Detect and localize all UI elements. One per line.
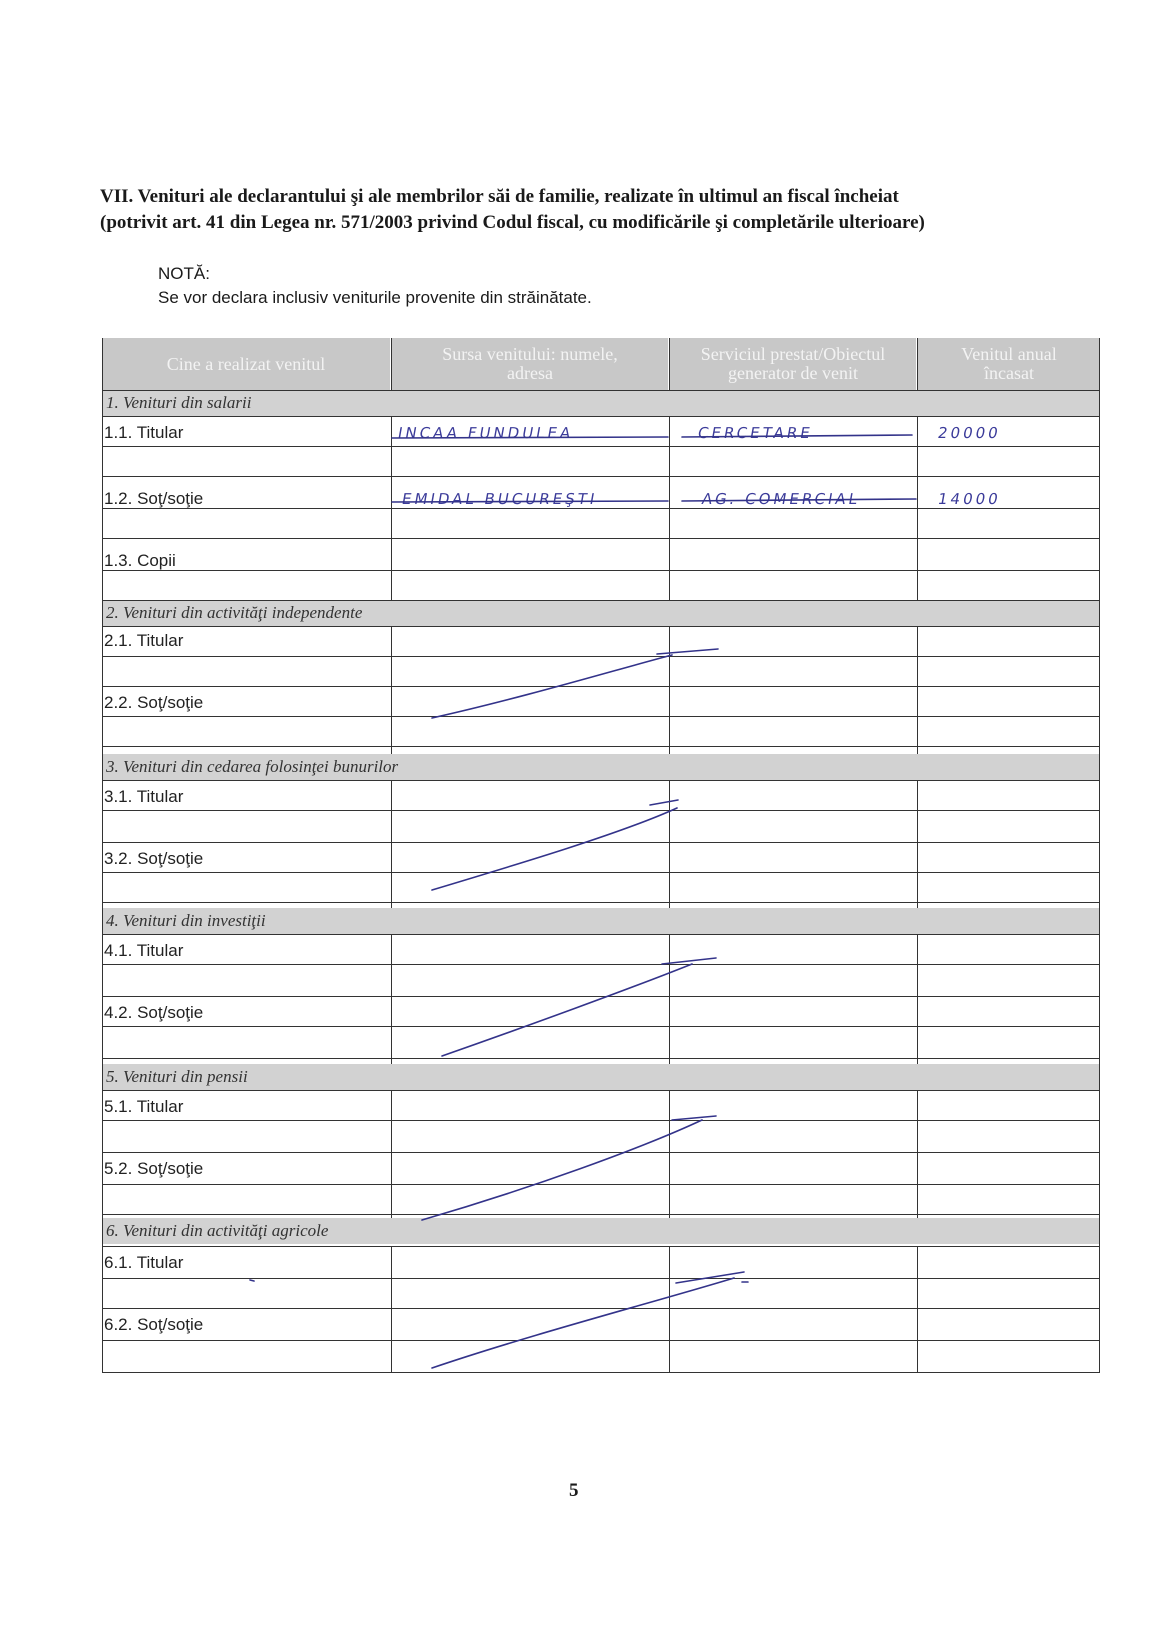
note-label: NOTĂ: (158, 264, 210, 283)
section-investments: 4. Venituri din investiţii (102, 908, 1100, 934)
handwritten-service-1-2: AG. COMERCIAL (700, 490, 862, 508)
row-label-6-2: 6.2. Soţ/soţie (104, 1315, 204, 1334)
handwritten-strokes (102, 338, 1100, 1446)
row-label-5-1: 5.1. Titular (104, 1097, 184, 1116)
heading-line-1: VII. Venituri ale declarantului şi ale membrilor săi de familie, realizate în ultimul an fiscal încheiat (100, 186, 899, 207)
row-label-4-2: 4.2. Soţ/soţie (104, 1003, 204, 1022)
handwritten-amount-1-2: 14000 (936, 490, 1003, 508)
handwritten-source-1-1: INCAA FUNDULEA (396, 424, 575, 442)
section-salaries: 1. Venituri din salarii (102, 390, 1100, 416)
header-service: Serviciul prestat/Obiectul generator de venit (670, 338, 916, 390)
row-label-2-2: 2.2. Soţ/soţie (104, 693, 204, 712)
row-label-4-1: 4.1. Titular (104, 941, 184, 960)
header-source: Sursa venitului: numele, adresa (392, 338, 668, 390)
row-label-1-1: 1.1. Titular (104, 423, 184, 442)
row-label-1-3: 1.3. Copii (104, 551, 176, 570)
section-pensions: 5. Venituri din pensii (102, 1064, 1100, 1090)
note-text: Se vor declara inclusiv veniturile provenite din străinătate. (158, 288, 592, 307)
note-block (158, 262, 1058, 310)
row-label-2-1: 2.1. Titular (104, 631, 184, 650)
handwritten-source-1-2: EMIDAL BUCUREŞTI (400, 490, 599, 508)
header-who: Cine a realizat venitul (102, 338, 390, 390)
row-label-3-2: 3.2. Soţ/soţie (104, 849, 204, 868)
section-independent: 2. Venituri din activităţi independente (102, 600, 1100, 626)
row-label-6-1: 6.1. Titular (104, 1253, 184, 1272)
section-heading (100, 184, 1100, 236)
section-agricultural: 6. Venituri din activităţi agricole (102, 1218, 1100, 1244)
income-table (102, 338, 1100, 1446)
row-label-5-2: 5.2. Soţ/soţie (104, 1159, 204, 1178)
row-label-1-2: 1.2. Soţ/soţie (104, 489, 204, 508)
header-amount: Venitul anual încasat (918, 338, 1100, 390)
page-number: 5 (569, 1480, 579, 1501)
handwritten-amount-1-1: 20000 (936, 424, 1003, 442)
section-property-use: 3. Venituri din cedarea folosinţei bunurilor (102, 754, 1100, 780)
handwritten-service-1-1: CERCETARE (696, 424, 815, 442)
heading-line-2: (potrivit art. 41 din Legea nr. 571/2003 privind Codul fiscal, cu modificările şi completările ulterioare) (100, 212, 925, 233)
row-label-3-1: 3.1. Titular (104, 787, 184, 806)
